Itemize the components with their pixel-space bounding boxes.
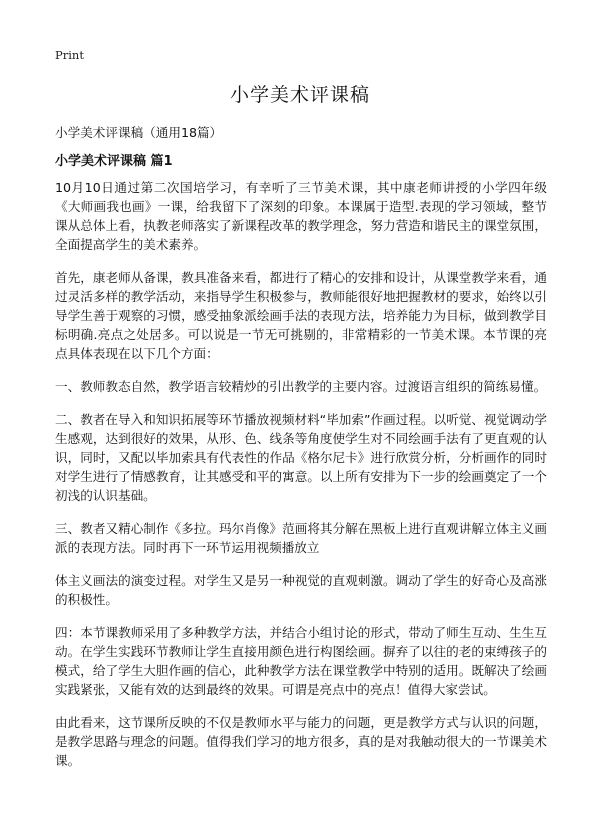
paragraph-8: 由此看来，这节课所反映的不仅是教师水平与能力的问题，更是教学方式与认识的问题，是教学思路与理念的问题。值得我们学习的地方很多，真的是对我触动很大的一节课美术课。 (55, 715, 547, 768)
paragraph-5: 三、教者又精心制作《多拉。玛尔肖像》范画将其分解在黑板上进行直观讲解立体主义画派的表现方法。同时再下一环节运用视频播放立 (55, 521, 547, 555)
print-link[interactable]: Print (55, 48, 84, 62)
document-title: 小学美术评课稿 (229, 84, 370, 106)
paragraph-7: 四：本节课教师采用了多种教学方法，并结合小组讨论的形式，带动了师生互动、生生互动。在学生实践环节教师让学生直接用颜色进行构图绘画。摒弃了以往的老的束缚孩子的模式，给了学生大胆作画的信心，此种教学方法在课堂教学中特别的适用。既解决了绘画实践紧张，又能有效的达到最终的效果。可谓是亮点中的亮点！值得大家尝试。 (55, 625, 547, 697)
paragraph-6: 体主义画法的演变过程。对学生又是另一种视觉的直观刺激。调动了学生的好奇心及高涨的积极性。 (55, 573, 547, 607)
document-subtitle: 小学美术评课稿（通用18篇） (55, 125, 223, 140)
paragraph-4: 二、教者在导入和知识拓展等环节播放视频材料“毕加索”作画过程。以听觉、视觉调动学生感观，达到很好的效果，从形、色、线条等角度使学生对不同绘画手法有了更直观的认识，同时，又配以毕加索具有代表性的作品《格尔尼卡》进行欣赏分析，分析画作的同时对学生进行了情感教育，让其感受和平的寓意。以上所有安排为下一步的绘画奠定了一个初浅的认识基础。 (55, 412, 547, 503)
paragraph-2: 首先，康老师从备课，教具准备来看，都进行了精心的安排和设计，从课堂教学来看，通过灵活多样的教学活动，来指导学生积极参与，教师能很好地把握教材的要求，始终以引导学生善于观察的习惯，感受抽象派绘画手法的表现方法，培养能力为目标，做到教学目标明确.亮点之处居多。可以说是一节无可挑剔的，非常精彩的一节美术课。本节课的亮点具体表现在以下几个方面： (55, 270, 547, 361)
section-heading: 小学美术评课稿 篇1 (55, 154, 173, 169)
paragraph-1: 10月10日通过第二次国培学习，有幸听了三节美术课，其中康老师讲授的小学四年级《大师画我也画》一课，给我留下了深刻的印象。本课属于造型.表现的学习领域，整节课从总体上看，执教老师落实了新课程改革的教学理念，努力营造和谐民主的课堂氛围，全面提高学生的美术素养。 (55, 180, 547, 252)
paragraph-3: 一、教师教态自然，教学语言较精炒的引出教学的主要内容。过渡语言组织的简练易懂。 (55, 379, 547, 394)
article-body (55, 178, 547, 784)
